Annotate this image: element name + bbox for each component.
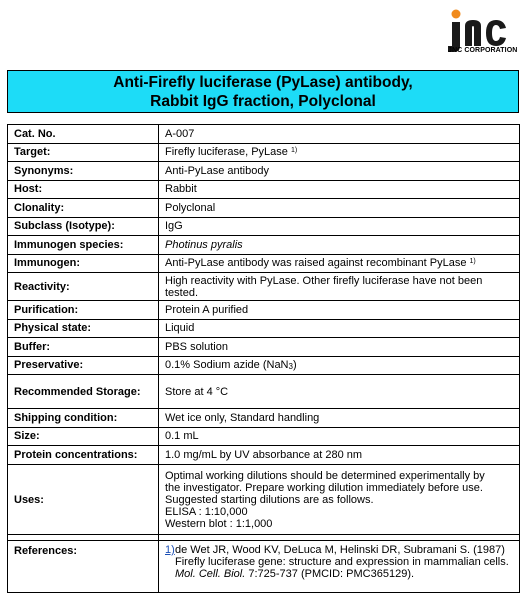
label-references: References: [8,541,159,593]
value-references [159,541,520,593]
label-cat-no: Cat. No. [8,125,159,144]
logo-n-shape [465,20,481,46]
value-reactivity: High reactivity with PyLase. Other firefly luciferase have not been tested. [159,273,520,301]
reference-line-1: de Wet JR, Wood KV, DeLuca M, Helinski DR, Subramani S. (1987) [175,544,505,556]
value-preservative-end: ) [292,359,297,372]
label-immunogen-species: Immunogen species: [8,236,159,255]
reference-text [175,544,509,580]
value-cat-no: A-007 [159,125,520,144]
value-uses [159,465,520,535]
value-synonyms: Anti-PyLase antibody [159,162,520,181]
value-physical-state: Liquid [159,319,520,338]
row-size [8,427,520,446]
reference-line-3 [175,568,509,580]
reference-link[interactable]: 1) [165,544,175,556]
value-target-cell [159,143,520,162]
row-references [8,541,520,593]
label-uses: Uses: [8,465,159,535]
value-immunogen-species: Photinus pyralis [159,236,520,255]
label-purification: Purification: [8,301,159,320]
label-synonyms: Synonyms: [8,162,159,181]
preservative-subscript: 3 [288,362,293,372]
row-host [8,180,520,199]
value-buffer: PBS solution [159,338,520,357]
row-buffer [8,338,520,357]
value-protein-conc: 1.0 mg/mL by UV absorbance at 280 nm [159,446,520,465]
label-storage: Recommended Storage: [8,375,159,409]
value-host: Rabbit [159,180,520,199]
reference-item [165,544,513,580]
row-subclass [8,217,520,236]
value-shipping: Wet ice only, Standard handling [159,409,520,428]
immunogen-footnote: 1) [469,258,476,266]
label-physical-state: Physical state: [8,319,159,338]
value-preservative: 0.1% Sodium azide (NaN [165,359,289,372]
uses-line: Western blot : 1:1,000 [165,517,273,530]
value-purification: Protein A purified [159,301,520,320]
uses-line: Suggested starting dilutions are as follows. [165,493,374,506]
value-immunogen: Anti-PyLase antibody was raised against recombinant PyLase [165,257,467,270]
value-target: Firefly luciferase, PyLase [165,146,288,159]
row-storage [8,375,520,409]
label-immunogen: Immunogen: [8,254,159,273]
row-shipping [8,409,520,428]
row-target [8,143,520,162]
title-line-2: Rabbit IgG fraction, Polyclonal [150,92,376,110]
reference-journal: Mol. Cell. Biol. [175,568,246,580]
title-line-1: Anti-Firefly luciferase (PyLase) antibody, [113,73,413,91]
row-preservative [8,356,520,375]
title-box [7,70,519,113]
label-buffer: Buffer: [8,338,159,357]
row-cat-no [8,125,520,144]
label-size: Size: [8,427,159,446]
row-immunogen-species [8,236,520,255]
jnc-logo [446,6,520,64]
reference-citation: 7:725-737 (PMCID: PMC365129). [245,568,415,580]
label-subclass: Subclass (Isotype): [8,217,159,236]
uses-line: ELISA : 1:10,000 [165,505,248,518]
reference-line-2: Firefly luciferase gene: structure and expression in mammalian cells. [175,556,509,568]
logo-c-shape [486,20,506,46]
label-shipping: Shipping condition: [8,409,159,428]
label-host: Host: [8,180,159,199]
value-storage: Store at 4 °C [159,375,520,409]
label-reactivity: Reactivity: [8,273,159,301]
label-preservative: Preservative: [8,356,159,375]
row-reactivity [8,273,520,301]
row-uses [8,465,520,535]
label-clonality: Clonality: [8,199,159,218]
row-immunogen [8,254,520,273]
row-clonality [8,199,520,218]
value-clonality: Polyclonal [159,199,520,218]
row-synonyms [8,162,520,181]
row-protein-conc [8,446,520,465]
spec-table [7,124,520,593]
value-size: 0.1 mL [159,427,520,446]
value-subclass: IgG [159,217,520,236]
uses-line: the investigator. Prepare working dilution immediately before use. [165,481,483,494]
label-protein-conc: Protein concentrations: [8,446,159,465]
row-physical-state [8,319,520,338]
target-footnote: 1) [290,147,298,155]
value-preservative-cell [159,356,520,375]
value-immunogen-cell [159,254,520,273]
logo-orange-dot [452,10,461,19]
company-name: JNC CORPORATION [448,47,518,54]
row-purification [8,301,520,320]
label-target: Target: [8,143,159,162]
uses-line: Optimal working dilutions should be determined experimentally by [165,469,485,482]
